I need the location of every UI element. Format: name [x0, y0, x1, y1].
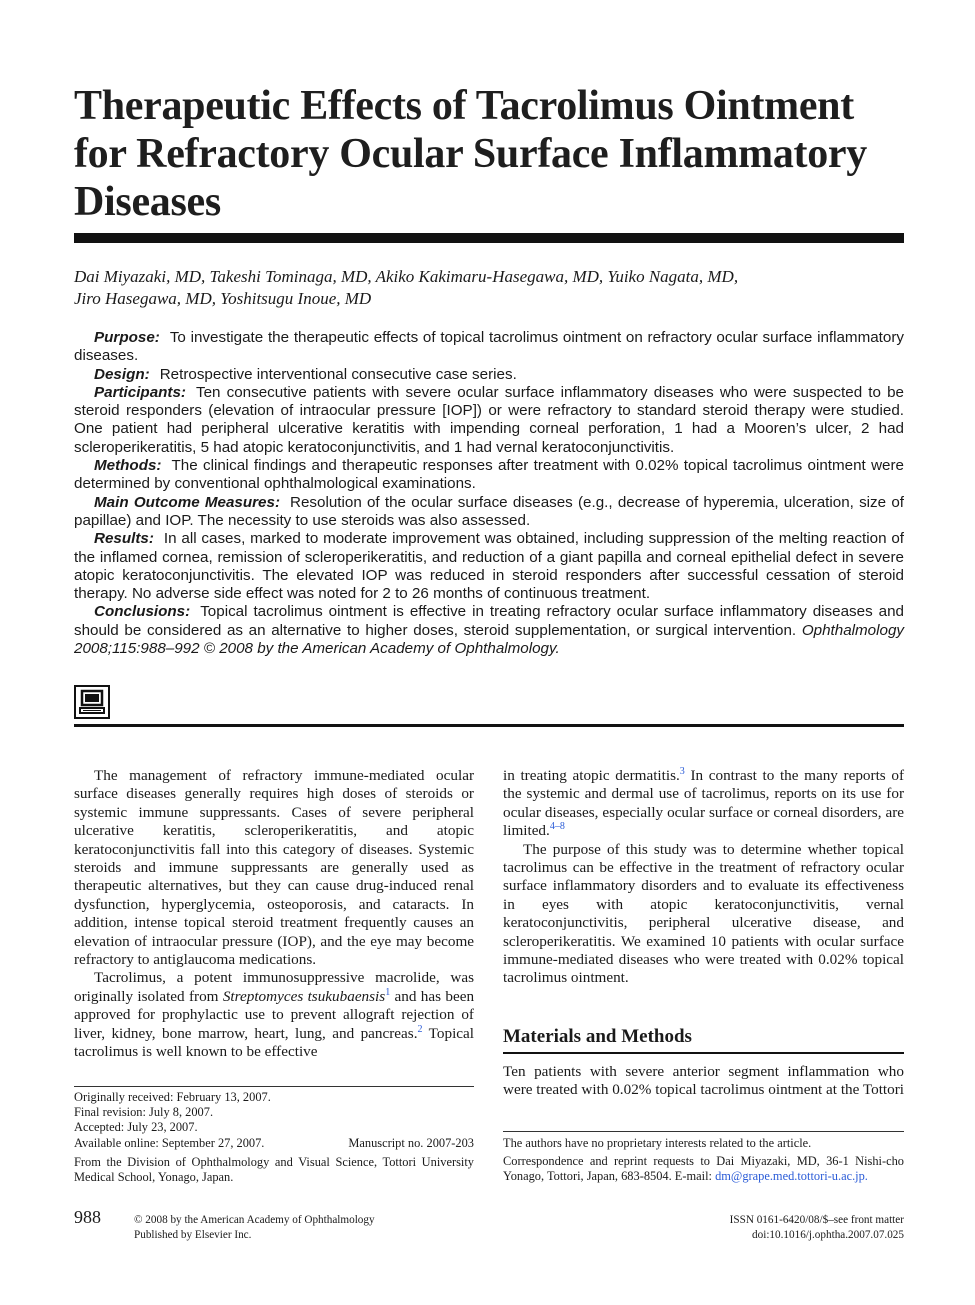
purpose-text: To investigate the therapeutic effects of topical tacrolimus ointment on refractory ocular surface inflammatory diseases. [74, 329, 904, 365]
abstract-conclusions [74, 603, 904, 658]
author-line-2: Jiro Hasegawa, MD, Yoshitsugu Inoue, MD [74, 289, 372, 308]
section-rule [503, 1052, 904, 1054]
reference-1[interactable]: 1 [385, 986, 391, 998]
title-rule [74, 233, 904, 243]
reference-4-8[interactable]: 4–8 [549, 821, 565, 833]
methods-label: Methods: [94, 457, 162, 475]
purpose-label: Purpose: [94, 329, 160, 346]
computer-monitor-icon[interactable] [74, 685, 110, 719]
participants-text: Ten consecutive patients with severe ocular surface inflammatory diseases who were suspected to be steroid responders (elevation of intraocular pressure [IOP]) or were refractory to standard steroid therapy were studied. One patient had peripheral ulcerative keratitis with impending corneal perforation, 1 had a Mooren’s ulcer, 2 had scleroperikeratitis, 5 had atopic keratoconjunctivitis, and 1 had vernal keratoconjunctivitis. [74, 383, 904, 456]
author-line-1: Dai Miyazaki, MD, Takeshi Tominaga, MD, Akiko Kakimaru-Hasegawa, MD, Yuiko Nagata, MD, [74, 267, 739, 286]
methods-text: The clinical findings and therapeutic responses after treatment with 0.02% topical tacrolimus ointment were determined by conventional ophthalmological examinations. [74, 457, 904, 493]
conclusions-label: Conclusions: [94, 603, 191, 621]
revision-date: Final revision: July 8, 2007. [74, 1105, 214, 1120]
intro-p3-text-a: in treating atopic dermatitis. [503, 767, 680, 784]
online-row [74, 1136, 474, 1151]
abstract-citation: Ophthalmology 2008;115:988–992 © 2008 by the American Academy of Ophthalmology. [74, 621, 904, 658]
abstract-participants [74, 384, 904, 457]
interests-statement: The authors have no proprietary interests related to the article. [503, 1136, 812, 1150]
online-date: Available online: September 27, 2007. [74, 1135, 265, 1150]
methods-paragraph-1: Ten patients with severe anterior segment inflammation who were treated with 0.02% topical tacrolimus ointment at the Tottori [503, 1063, 905, 1099]
footnotes-right [503, 1136, 904, 1185]
intro-paragraph-2 [74, 969, 474, 1061]
page-number: 988 [74, 1207, 101, 1227]
received-date: Originally received: February 13, 2007. [74, 1090, 271, 1104]
abstract-methods [74, 457, 904, 494]
methods-column [503, 1063, 904, 1100]
publisher: Published by Elsevier Inc. [134, 1229, 252, 1241]
conclusions-text: Topical tacrolimus ointment is effective in treating refractory ocular surface inflammatory diseases and should be considered as an alternative to higher doses, steroid supplementation, or surgical intervention. [74, 603, 904, 639]
issn: ISSN 0161-6420/08/$–see front matter [729, 1214, 904, 1226]
body-column-left [74, 767, 474, 1062]
participants-label: Participants: [94, 383, 186, 401]
manuscript-number: Manuscript no. 2007-203 [348, 1135, 474, 1150]
intro-paragraph-1: The management of refractory immune-mediated ocular surface diseases generally requires high doses of steroids or systemic immune suppressants. Cases of severe peripheral ulcerative keratitis, scleroperikeratitis, and atopic keratoconjunctivitis fall into this category of diseases. Systemic steroids and immune suppressants are generally used as therapeutic alternatives, but they can cause drug-induced renal dysfunction, hyperglycemia, osteoporosis, and cataracts. In addition, intense topical steroid treatment frequently causes an elevation of intraocular pressure (IOP), and the eye may become refractory to antiglaucoma medications. [74, 767, 474, 969]
intro-p2-text-b: and has been approved for prophylactic use to prevent allograft rejection of liver, kidney, bone marrow, heart, lung, and pancreas. [74, 987, 475, 1042]
abstract-rule [74, 724, 904, 727]
abstract [74, 329, 904, 658]
body-column-right [503, 767, 904, 988]
abstract-results [74, 530, 904, 603]
results-text: In all cases, marked to moderate improvement was obtained, including suppression of the melting reaction of the inflamed cornea, remission of scleroperikeratitis, and reduction of a giant papilla and corneal epithelial defect in severe atopic keratoconjunctivitis. The elevated IOP was reduced in steroid responders after successful cessation of steroid therapy. No adverse side effect was noted for 2 to 26 months of continuous treatment. [74, 530, 904, 603]
design-text: Retrospective interventional consecutive case series. [159, 365, 517, 383]
footer-right [604, 1213, 904, 1243]
article-title: Therapeutic Effects of Tacrolimus Ointment for Refractory Ocular Surface Inflammatory Diseases [74, 83, 867, 225]
intro-paragraph-4: The purpose of this study was to determine whether topical tacrolimus can be effective in the treatment of refractory ocular surface inflammatory disorders and to evaluate its effectiveness in eyes with atopic keratoconjunctivitis, vernal keratoconjunctivitis, peripheral ulcerative disease, and scleroperikeratitis. We examined 10 patients with ocular surface immune-mediated diseases who were treated with 0.02% topical tacrolimus ointment. [503, 840, 904, 987]
intro-p2-text-a: Tacrolimus, a potent immunosuppressive macrolide, was originally isolated from [74, 969, 474, 1005]
section-heading: Materials and Methods [503, 1026, 692, 1047]
intro-p2-text-c: Topical tacrolimus is well known to be effective [74, 1024, 474, 1061]
correspondence [503, 1154, 904, 1184]
reference-2[interactable]: 2 [417, 1023, 423, 1035]
abstract-purpose [74, 329, 904, 366]
outcome-text: Resolution of the ocular surface diseases (e.g., decrease of hyperemia, ulceration, size of papillae) and IOP. The necessity to use steroids was also assessed. [74, 493, 904, 529]
email-link[interactable]: dm@grape.med.tottori-u.ac.jp. [715, 1169, 868, 1184]
design-label: Design: [94, 365, 150, 383]
abstract-design [74, 366, 904, 384]
affiliation: From the Division of Ophthalmology and Visual Science, Tottori University Medical School, Yonago, Japan. [74, 1154, 474, 1185]
correspondence-text: Correspondence and reprint requests to Dai Miyazaki, MD, 36-1 Nishi-cho Yonago, Tottori, Japan, 683-8504. E-mail: [503, 1154, 904, 1184]
footnote-rule-left [74, 1086, 474, 1087]
intro-p3-text-b: In contrast to the many reports of the systemic and dermal use of tacrolimus, reports on its use for ocular diseases, especially ocular surface or corneal disorders, are limited. [503, 767, 905, 840]
footnote-rule-right [503, 1131, 904, 1132]
footer-left [134, 1213, 375, 1243]
doi[interactable]: doi:10.1016/j.ophtha.2007.07.025 [752, 1229, 904, 1241]
footnotes-left [74, 1090, 474, 1185]
reference-3[interactable]: 3 [679, 765, 685, 777]
author-list [74, 266, 904, 310]
abstract-outcome [74, 494, 904, 531]
results-label: Results: [94, 530, 154, 548]
intro-paragraph-3 [503, 767, 904, 841]
species-name: Streptomyces tsukubaensis [222, 987, 386, 1005]
accepted-date: Accepted: July 23, 2007. [74, 1120, 198, 1135]
copyright: © 2008 by the American Academy of Ophthalmology [134, 1214, 375, 1226]
outcome-label: Main Outcome Measures: [94, 493, 280, 511]
